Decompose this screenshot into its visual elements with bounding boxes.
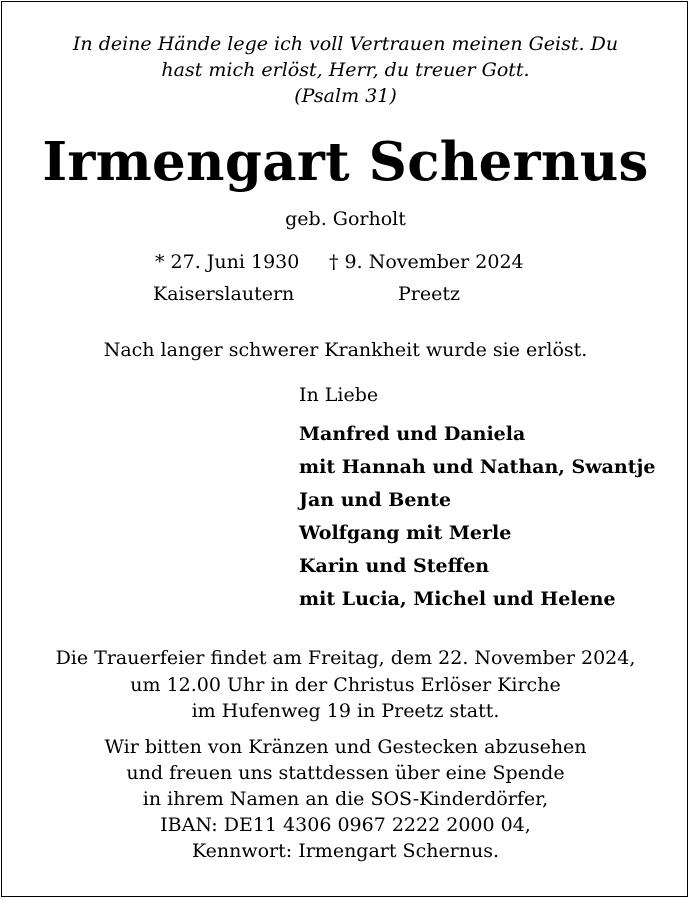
mourner-entry: Karin und Steffen [299,555,490,577]
birth-name: geb. Gorholt [285,208,406,230]
deceased-name: Irmengart Schernus [42,131,649,193]
mourners-list [299,421,655,619]
funeral-line: um 12.00 Uhr in der Christus Erlöser Kirche [130,673,561,696]
mourners-intro: In Liebe [299,384,379,406]
funeral-line: Die Trauerfeier findet am Freitag, dem 22. November 2024, [55,647,636,669]
funeral-line: im Hufenweg 19 in Preetz statt. [191,700,500,722]
birth-place: Kaiserslautern [153,283,295,305]
donation-line: und freuen uns stattdessen über eine Spende [126,762,565,784]
donation-line: Wir bitten von Kränzen und Gestecken abzusehen [104,736,587,758]
mourner-entry: mit Lucia, Michel und Helene [299,588,616,610]
death-date: † 9. November 2024 [329,251,524,273]
quote-line: In deine Hände lege ich voll Vertrauen meinen Geist. Du [72,33,619,55]
funeral-details [0,645,691,725]
mourner-entry: Manfred und Daniela [299,423,526,445]
donation-iban: IBAN: DE11 4306 0967 2222 2000 04, [160,814,531,836]
donation-keyword: Kennwort: Irmengart Schernus. [191,840,500,862]
death-statement: Nach langer schwerer Krankheit wurde sie erlöst. [103,339,588,361]
quote-line: hast mich erlöst, Herr, du treuer Gott. [161,59,530,81]
mourner-entry: Wolfgang mit Merle [299,522,512,544]
death-place: Preetz [398,283,461,305]
mourner-entry: mit Hannah und Nathan, Swantje [299,456,656,478]
birth-date: * 27. Juni 1930 [155,251,300,273]
donation-request [0,734,691,864]
quote-source: (Psalm 31) [294,85,397,107]
donation-line: in ihrem Namen an die SOS-Kinderdörfer, [142,788,549,810]
mourner-entry: Jan und Bente [299,489,452,511]
psalm-quote [0,31,691,109]
